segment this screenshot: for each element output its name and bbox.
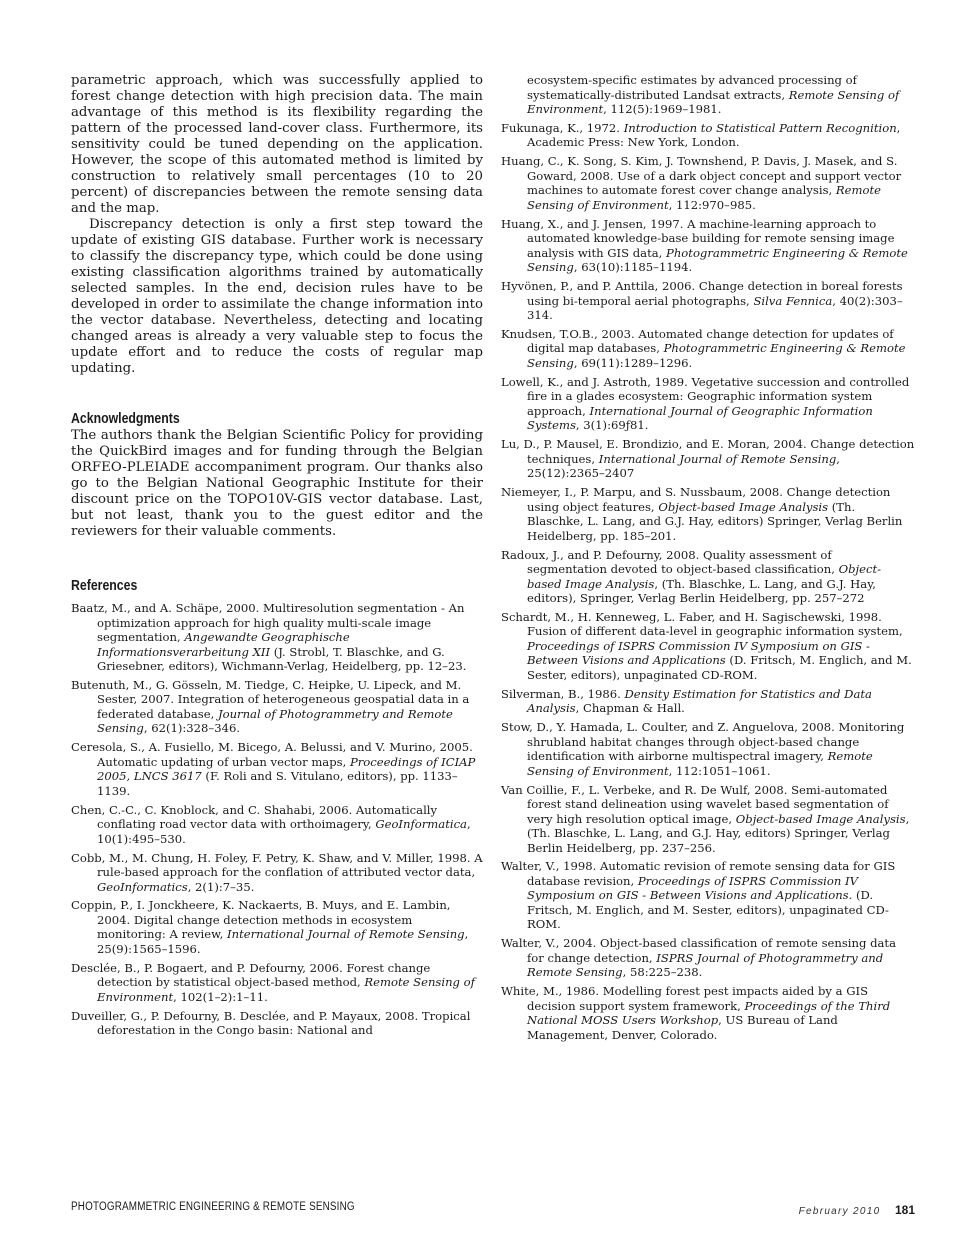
reference-entry [501,437,915,481]
reference-details: , 58:225–238. [622,965,703,980]
reference-text: Lu, D., P. Mausel, E. Brondizio, and E. Moran, 2004. Change detection techniques, [501,437,915,466]
body-paragraph: parametric approach, which was successfully applied to forest change detection with high precision data. The main advantage of this method is its flexibility regarding the pattern of the processed land-cover class. Furthermore, its sensitivity could be tuned depending on the application. However, the scope of this automated method is limited by construction to relatively small percentages (10 to 20 percent) of discrepancies between the remote sensing data and the map. [71,73,483,216]
reference-source: Object-based Image Analysis [658,499,829,514]
reference-entry [501,485,915,543]
reference-text: Huang, X., and J. Jensen, 1997. A machine-learning approach to automated knowledge-base building for remote sensing image analysis with GIS data, [501,216,895,260]
reference-text: Walter, V., 1998. Automatic revision of remote sensing data for GIS database revision, [501,859,896,888]
reference-details: , Academic Press: New York, London. [527,120,901,150]
reference-details: , 112:970–985. [668,197,756,212]
reference-details: (J. Strobl, T. Blaschke, and G. Griesebner, editors), Wichmann-Verlag, Heidelberg, pp. 12–23. [97,644,467,673]
reference-source: GeoInformatics [97,879,188,894]
reference-source: Proceedings of the Third National MOSS Users Workshop [527,998,891,1028]
reference-entry [501,610,915,683]
reference-source: Silva Fennica [753,293,833,308]
reference-text: Lowell, K., and J. Astroth, 1989. Vegetative succession and controlled fire in a glades ecosystem: Geographic information system approach, [501,374,910,418]
reference-source: Journal of Photogrammetry and Remote Sensing [97,706,453,736]
reference-source: Remote Sensing of Environment [527,183,881,212]
reference-text: ecosystem-specific estimates by advanced processing of systematically-distributed Landsat extracts, [527,73,857,102]
reference-details: , 3(1):69ƒ81. [575,418,649,433]
reference-entry [71,740,483,798]
journal-name: PHOTOGRAMMETRIC ENGINEERING & REMOTE SENSING [71,1201,355,1213]
reference-list [71,601,483,1038]
reference-text: Desclée, B., P. Bogaert, and P. Defourny, 2006. Forest change detection by statistical object-based method, [71,960,431,990]
reference-source: Remote Sensing of Environment [527,87,900,116]
reference-entry [501,279,915,323]
reference-details: , (Th. Blaschke, L. Lang, and G.J. Hay, editors) Springer, Verlag Berlin Heidelberg, pp. 237–256. [527,811,910,855]
reference-details: . (D. Fritsch, M. Englich, and M. Sester, editors), unpaginated CD-ROM. [527,888,889,932]
footer-right [799,1201,915,1219]
reference-source: International Journal of Remote Sensing [598,451,837,466]
reference-text: Schardt, M., H. Kenneweg, L. Faber, and H. Sagischewski, 1998. Fusion of different data-level in geographic information system, [501,609,903,639]
reference-entry [71,601,483,674]
reference-text: Knudsen, T.O.B., 2003. Automated change detection for updates of digital map databases, [501,326,894,356]
reference-text: Coppin, P., I. Jonckheere, K. Nackaerts, B. Muys, and E. Lambin, 2004. Digital change detection methods in ecosystem monitoring: A review, [71,898,451,942]
reference-details: , Chapman & Hall. [575,701,685,716]
reference-text: Stow, D., Y. Hamada, L. Coulter, and Z. Anguelova, 2008. Monitoring shrubland habitat changes through object-based change identification with airborne multispectral imagery, [501,720,905,764]
reference-details: , (Th. Blaschke, L. Lang, and G.J. Hay, editors), Springer, Verlag Berlin Heidelberg, pp. 257–272 [527,576,876,606]
reference-entry [501,720,915,778]
reference-source: GeoInformatica [375,817,467,832]
reference-text: Silverman, B., 1986. [501,686,625,701]
reference-text: Chen, C.-C., C. Knoblock, and C. Shahabi, 2006. Automatically conflating road vector data with orthoimagery, [71,802,438,832]
reference-details: , 10(1):495–530. [97,817,471,846]
reference-source: Proceedings of ISPRS Commission IV Symposium on GIS - Between Visions and Applications [527,873,858,903]
reference-source: Photogrammetric Engineering & Remote Sensing [527,341,906,370]
reference-details: , 62(1):328–346. [143,721,241,736]
reference-entry [71,851,483,895]
left-column [71,73,483,1042]
reference-text: Baatz, M., and A. Schäpe, 2000. Multiresolution segmentation - An optimization approach for high quality multi-scale image segmentation, [71,601,465,644]
reference-entry [71,678,483,736]
acknowledgments-text: The authors thank the Belgian Scientific Policy for providing the QuickBird images and for funding through the Belgian ORFEO-PLEIADE accompaniment program. Our thanks also go to the Belgian National Geographic Institute for their discount price on the TOPO10V-GIS vector database. Last, but not least, thank you to the guest editor and the reviewers for their valuable comments. [71,428,483,539]
reference-details: (D. Fritsch, M. Englich, and M. Sester, editors), unpaginated CD-ROM. [527,653,912,682]
page-footer [71,1201,915,1217]
reference-details: , 102(1–2):1–11. [173,989,268,1004]
issue-date: February 2010 [798,1206,881,1217]
reference-entry [501,121,915,150]
reference-source: Object-based Image Analysis [735,811,906,826]
reference-source: Proceedings of ICIAP 2005, LNCS 3617 [97,754,476,784]
reference-entry [501,859,915,932]
reference-details: , 69(11):1289–1296. [573,355,693,370]
reference-text: Walter, V., 2004. Object-based classification of remote sensing data for change detection, [501,936,896,965]
reference-entry [501,984,915,1042]
reference-details: , 112:1051–1061. [668,763,771,778]
reference-details: (Th. Blaschke, L. Lang, and G.J. Hay, editors) Springer, Verlag Berlin Heidelberg, pp. 185–201. [527,499,903,543]
reference-source: Remote Sensing of Environment [97,975,475,1004]
reference-source: Density Estimation for Statistics and Data Analysis [527,686,872,716]
reference-source: Angewandte Geographische Informationsverarbeitung XII [97,630,350,659]
reference-text: Niemeyer, I., P. Marpu, and S. Nussbaum, 2008. Change detection using object features, [501,485,891,514]
reference-text: Butenuth, M., G. Gösseln, M. Tiedge, C. Heipke, U. Lipeck, and M. Sester, 2007. Integration of heterogeneous geospatial data in a federated database, [71,677,470,721]
reference-entry [501,375,915,433]
reference-details: , 40(2):303–314. [527,293,903,323]
acknowledgments-heading: Acknowledgments [71,410,180,427]
reference-text: White, M., 1986. Modelling forest pest impacts aided by a GIS decision support system framework, [501,984,869,1013]
reference-entry [71,1009,483,1038]
reference-text: Hyvönen, P., and P. Anttila, 2006. Change detection in boreal forests using bi-temporal aerial photographs, [501,279,903,308]
reference-text: Huang, C., K. Song, S. Kim, J. Townshend, P. Davis, J. Masek, and S. Goward, 2008. Use of a dark object concept and support vector machines to automate forest cover change analysis, [501,154,902,198]
page-number: 181 [894,1203,915,1217]
reference-source: International Journal of Remote Sensing [227,927,465,942]
reference-source: Object-based Image Analysis [527,562,882,591]
reference-entry [71,803,483,847]
reference-entry [501,936,915,980]
body-paragraph: Discrepancy detection is only a first step toward the update of existing GIS database. Further work is necessary to classify the discrepancy type, which could be done using existing classification algorithms trained by automatically selected samples. In the end, decision rules have to be developed in order to assimilate the change information into the vector database. Nevertheless, detecting and locating changed areas is already a very valuable step to focus the update effort and to reduce the costs of regular map updating. [71,217,483,376]
reference-text: Ceresola, S., A. Fusiello, M. Bicego, A. Belussi, and V. Murino, 2005. Automatic updating of urban vector maps, [71,740,473,769]
reference-entry [71,961,483,1005]
reference-details: , 25(9):1565–1596. [97,927,469,956]
references-heading: References [71,577,138,594]
reference-source: Photogrammetric Engineering & Remote Sensing [527,245,908,275]
reference-source: International Journal of Geographic Information Systems [527,403,873,433]
reference-details: , 112(5):1969–1981. [603,102,722,116]
reference-list [501,121,915,1042]
reference-source: Proceedings of ISPRS Commission IV Symposium on GIS - Between Visions and Applications [527,638,870,668]
reference-source: ISPRS Journal of Photogrammetry and Remote Sensing [527,950,884,980]
reference-entry [501,154,915,212]
reference-text: Cobb, M., M. Chung, H. Foley, F. Petry, K. Shaw, and V. Miller, 1998. A rule-based approach for the conflation of attributed vector data, [71,850,483,880]
reference-details: (F. Roli and S. Vitulano, editors), pp. 1133–1139. [97,769,458,798]
reference-continuation [501,73,915,117]
reference-text: Radoux, J., and P. Defourny, 2008. Quality assessment of segmentation devoted to object-based classification, [501,547,839,577]
reference-entry [501,327,915,371]
reference-details: , 2(1):7–35. [187,879,255,894]
reference-source: Remote Sensing of Environment [527,749,873,778]
reference-text: Duveiller, G., P. Defourny, B. Desclée, and P. Mayaux, 2008. Tropical deforestation in the Congo basin: National and [71,1008,471,1038]
reference-entry [501,548,915,606]
reference-entry [71,898,483,956]
reference-details: , US Bureau of Land Management, Denver, Colorado. [527,1013,838,1042]
reference-entry [501,687,915,716]
reference-entry [501,783,915,856]
reference-text: Van Coillie, F., L. Verbeke, and R. De Wulf, 2008. Semi-automated forest stand delineation using wavelet based segmentation of very high resolution optical image, [501,782,889,826]
right-column [501,73,915,1047]
reference-source: Introduction to Statistical Pattern Recognition [623,120,897,135]
reference-entry [501,217,915,275]
reference-details: , 63(10):1185–1194. [573,260,693,275]
reference-text: Fukunaga, K., 1972. [501,120,624,135]
reference-details: , 25(12):2365–2407 [527,451,840,481]
